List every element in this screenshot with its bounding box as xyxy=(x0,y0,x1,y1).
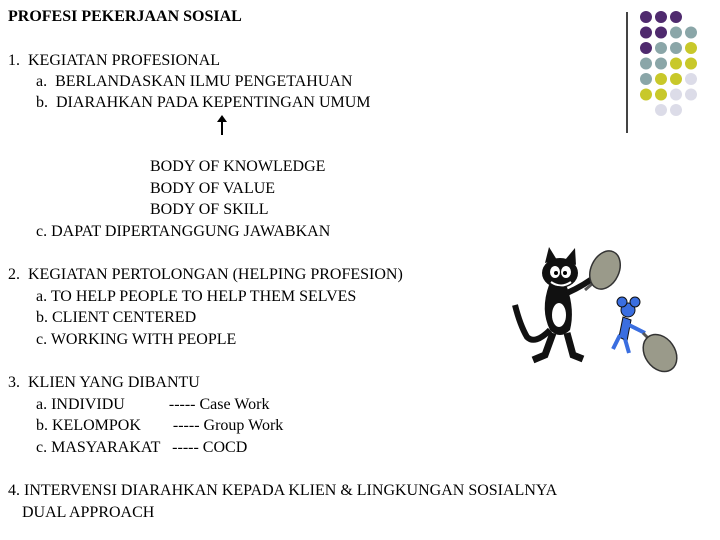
section2-item-b: b. CLIENT CENTERED xyxy=(36,309,197,326)
dot-grid-icon xyxy=(640,10,720,120)
body-of-knowledge: BODY OF KNOWLEDGE xyxy=(150,158,326,175)
section2-item-c: c. WORKING WITH PEOPLE xyxy=(36,331,237,348)
cartoon-cat-and-mouse-illustration xyxy=(505,245,685,385)
section1-item-b: b. DIARAHKAN PADA KEPENTINGAN UMUM xyxy=(36,94,371,111)
divider-line xyxy=(626,12,628,133)
section3-item-c: c. MASYARAKAT ----- COCD xyxy=(36,439,248,456)
section4-line1: 4. INTERVENSI DIARAHKAN KEPADA KLIEN & LINGKUNGAN SOSIALNYA xyxy=(8,482,558,499)
body-of-value: BODY OF VALUE xyxy=(150,180,276,197)
section2-item-a: a. TO HELP PEOPLE TO HELP THEM SELVES xyxy=(36,288,357,305)
body-of-skill: BODY OF SKILL xyxy=(150,201,269,218)
up-arrow-icon xyxy=(216,114,228,136)
section3-item-b: b. KELOMPOK ----- Group Work xyxy=(36,417,284,434)
section2-heading: 2. KEGIATAN PERTOLONGAN (HELPING PROFESION) xyxy=(8,266,403,283)
section4-line2: DUAL APPROACH xyxy=(22,504,155,521)
page-title: PROFESI PEKERJAAN SOSIAL xyxy=(8,8,242,25)
section3-item-a: a. INDIVIDU ----- Case Work xyxy=(36,396,270,413)
section1-heading: 1. KEGIATAN PROFESIONAL xyxy=(8,52,221,69)
section3-heading: 3. KLIEN YANG DIBANTU xyxy=(8,374,200,391)
section1-item-a: a. BERLANDASKAN ILMU PENGETAHUAN xyxy=(36,73,353,90)
section1-item-c: c. DAPAT DIPERTANGGUNG JAWABKAN xyxy=(36,223,331,240)
